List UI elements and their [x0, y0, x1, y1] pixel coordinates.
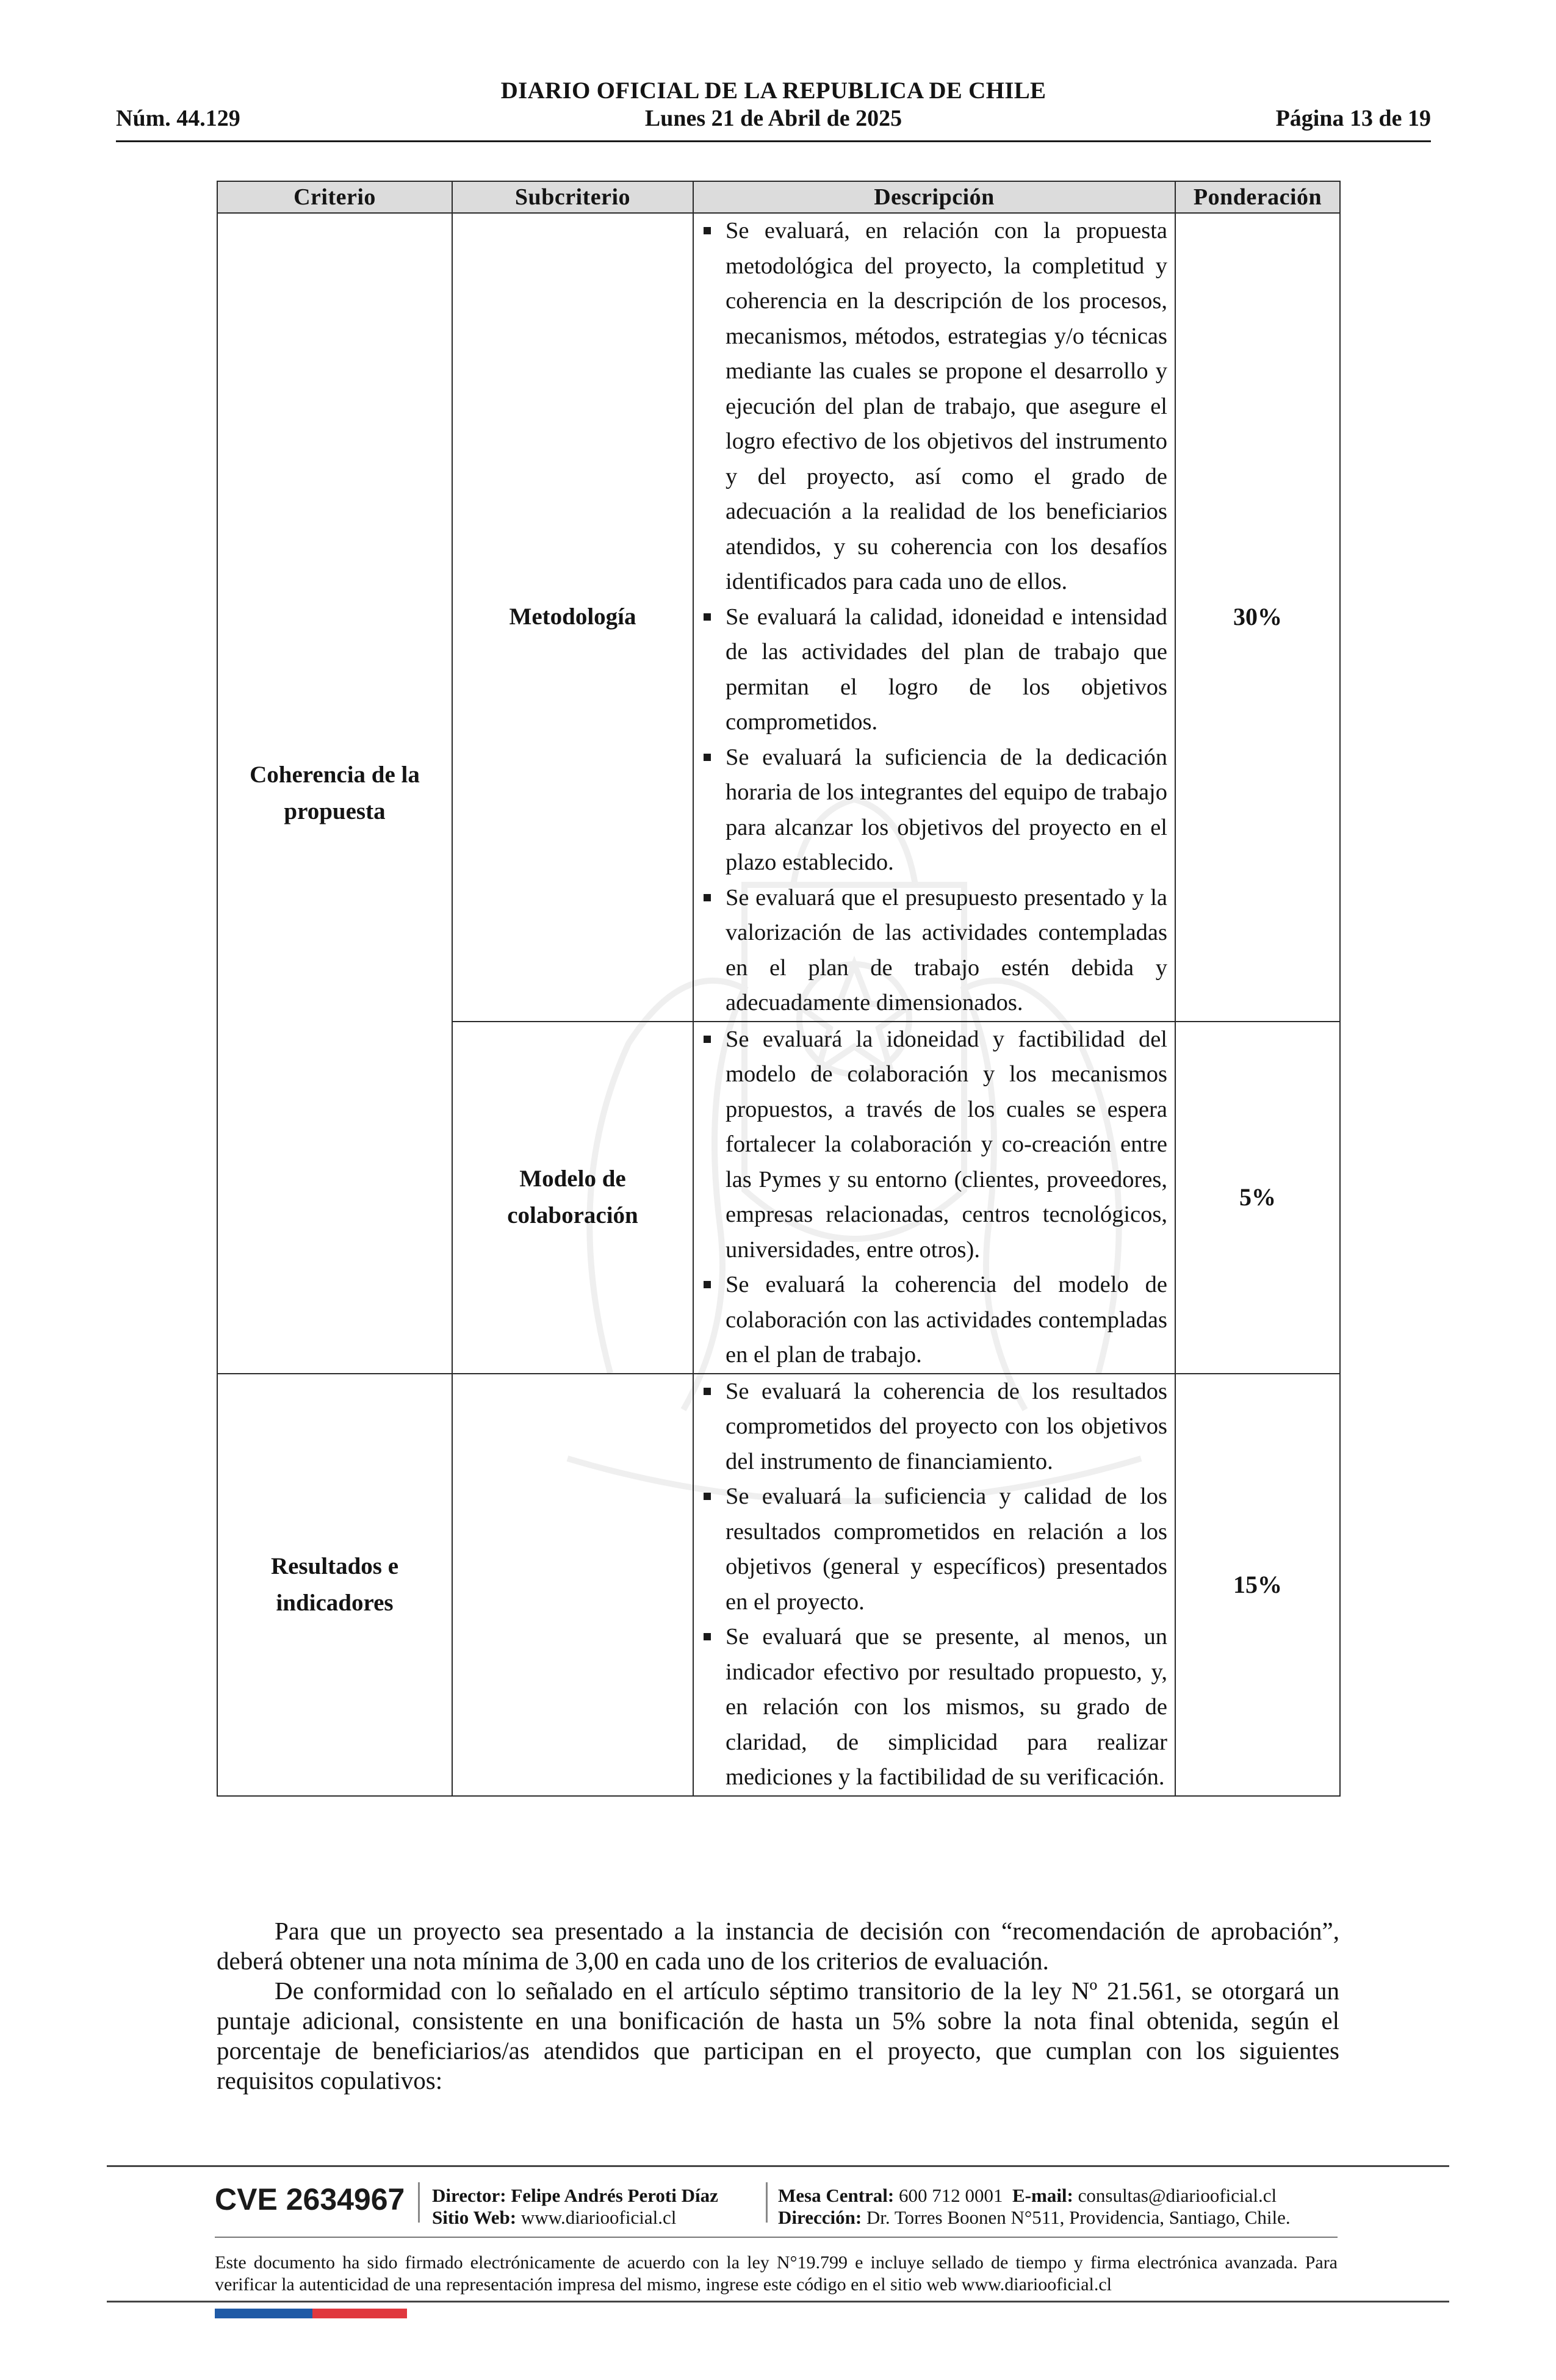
body-paragraph: Para que un proyecto sea presentado a la instancia de decisión con “recomendación de aprobación”, deberá obtener una nota mínima de 3,00 en cada uno de los criterios de evaluación.	[217, 1917, 1339, 1975]
evaluation-criteria-table	[217, 181, 1341, 1797]
weight-cell: 15%	[1175, 1374, 1340, 1796]
publication-title: DIARIO OFICIAL DE LA REPUBLICA DE CHILE	[500, 78, 1046, 104]
description-item: Se evaluará que se presente, al menos, un indicador efectivo por resultado propuesto, y, en relación con los mismos, su grado de claridad, de simplicidad para realizar mediciones y la factibilidad de su verificación.	[700, 1620, 1167, 1795]
footer-divider-top	[107, 2165, 1449, 2167]
footer-divider-mid	[215, 2237, 1338, 2238]
address-label: Dirección:	[778, 2207, 862, 2228]
flag-stripe-blue	[215, 2309, 312, 2318]
website-link[interactable]: www.diariooficial.cl	[520, 2207, 677, 2228]
legal-notice: Este documento ha sido firmado electrónicamente de acuerdo con la ley N°19.799 e incluye sellado de tiempo y firma electrónica avanzada. Para verificar la autenticidad de una representación impresa del mismo, ingrese este código en el sitio web www.diariooficial.cl	[215, 2252, 1338, 2295]
phone-label: Mesa Central:	[778, 2185, 895, 2206]
footer-separator	[418, 2182, 420, 2223]
table-row	[217, 1374, 1340, 1796]
body-text	[217, 1916, 1339, 2096]
column-header-criterio: Criterio	[217, 181, 452, 213]
subcriterion-cell: Metodología	[452, 213, 693, 1022]
description-item: Se evaluará la idoneidad y factibilidad del modelo de colaboración y los mecanismos propuestos, a través de los cuales se espera fortalecer la colaboración y co-creación entre las Pymes y su entorno (clientes, proveedores, empresas relacionadas, centros tecnológicos, universidades, entre otros).	[700, 1022, 1167, 1268]
issue-number: Núm. 44.129	[116, 106, 240, 131]
cve-code: CVE 2634967	[215, 2182, 405, 2216]
table-header-row	[217, 181, 1340, 213]
description-item: Se evaluará que el presupuesto presentado y la valorización de las actividades contempladas en el plan de trabajo estén debida y adecuadamente dimensionados.	[700, 881, 1167, 1021]
description-list	[700, 1022, 1167, 1373]
director-name: Felipe Andrés Peroti Díaz	[511, 2185, 718, 2206]
description-item: Se evaluará la suficiencia de la dedicación horaria de los integrantes del equipo de trabajo para alcanzar los objetivos del proyecto en el plazo establecido.	[700, 740, 1167, 881]
issue-date: Lunes 21 de Abril de 2025	[644, 106, 902, 131]
description-list	[700, 1374, 1167, 1795]
director-block	[432, 2185, 718, 2229]
column-header-subcriterio: Subcriterio	[452, 181, 693, 213]
phone-number: 600 712 0001	[899, 2185, 1003, 2206]
page-indicator: Página 13 de 19	[1275, 106, 1431, 131]
email-link[interactable]: consultas@diariooficial.cl	[1078, 2185, 1277, 2206]
flag-stripe-red	[312, 2309, 407, 2318]
page-header	[116, 77, 1431, 144]
description-item: Se evaluará la coherencia del modelo de colaboración con las actividades contempladas en el plan de trabajo.	[700, 1268, 1167, 1373]
subcriterion-cell: Modelo de colaboración	[452, 1022, 693, 1374]
header-divider	[116, 140, 1431, 142]
weight-cell: 30%	[1175, 213, 1340, 1022]
description-item: Se evaluará, en relación con la propuesta metodológica del proyecto, la completitud y coherencia en la descripción de los procesos, mecanismos, métodos, estrategias y/o técnicas mediante las cuales se propone el desarrollo y ejecución del plan de trabajo, que asegure el logro efectivo de los objetivos del instrumento y del proyecto, así como el grado de adecuación a la realidad de los beneficiarios atendidos, y su coherencia con los desafíos identificados para cada uno de ellos.	[700, 214, 1167, 600]
description-item: Se evaluará la coherencia de los resultados comprometidos del proyecto con los objetivos del instrumento de financiamiento.	[700, 1374, 1167, 1480]
description-list	[700, 214, 1167, 1021]
description-item: Se evaluará la suficiencia y calidad de los resultados comprometidos en relación a los objetivos (general y específicos) presentados en el proyecto.	[700, 1479, 1167, 1620]
description-cell	[693, 213, 1175, 1022]
weight-cell: 5%	[1175, 1022, 1340, 1374]
footer-divider-bottom	[107, 2301, 1449, 2302]
table-row	[217, 213, 1340, 1022]
footer-separator	[766, 2182, 768, 2223]
description-item: Se evaluará la calidad, idoneidad e intensidad de las actividades del plan de trabajo que permitan el logro de los objetivos comprometidos.	[700, 600, 1167, 740]
email-label: E-mail:	[1012, 2185, 1073, 2206]
director-label: Director:	[432, 2185, 506, 2206]
description-cell	[693, 1022, 1175, 1374]
criterion-cell: Coherencia de la propuesta	[217, 213, 452, 1374]
address-value: Dr. Torres Boonen N°511, Providencia, Santiago, Chile.	[866, 2207, 1291, 2228]
body-paragraph: De conformidad con lo señalado en el artículo séptimo transitorio de la ley Nº 21.561, se otorgará un puntaje adicional, consistente en una bonificación de hasta un 5% sobre la nota final obtenida, según el porcentaje de beneficiarios/as atendidos que participan en el proyecto, que cumplan con los siguientes requisitos copulativos:	[217, 1977, 1339, 2094]
contact-block	[778, 2185, 1291, 2229]
website-label: Sitio Web:	[432, 2207, 517, 2228]
criterion-cell: Resultados e indicadores	[217, 1374, 452, 1796]
subcriterion-cell-empty	[452, 1374, 693, 1796]
description-cell	[693, 1374, 1175, 1796]
column-header-ponderacion: Ponderación	[1175, 181, 1340, 213]
column-header-descripcion: Descripción	[693, 181, 1175, 213]
